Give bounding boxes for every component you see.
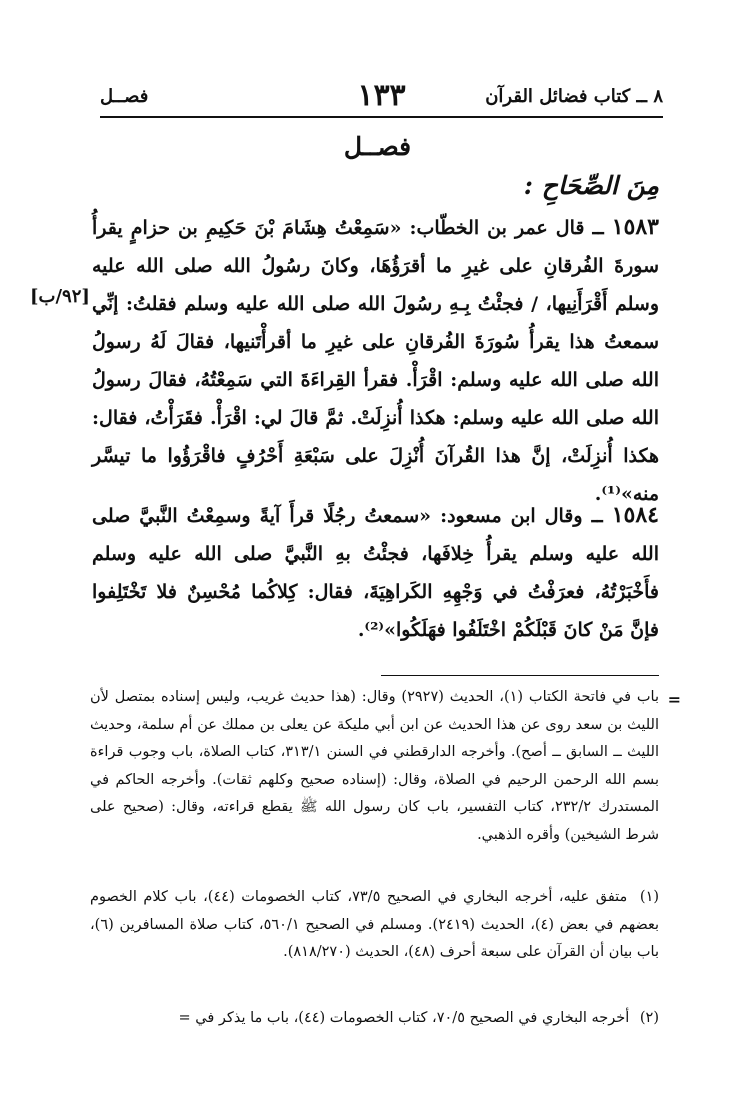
footnote-2 [90, 1005, 659, 1033]
footnote-continuation-mark: = [667, 690, 681, 709]
footnote-continuation [90, 684, 659, 849]
footnote-label: (١) [639, 889, 660, 905]
hadith-text: ــ وقال ابن مسعود: «سمعتُ رجُلًا قرأَ آيةً وسمِعْتُ النَّبيَّ صلى الله عليه وسلم يقرأُ خِلافَها، فجئْتُ بهِ النَّبيَّ صلى الله عليه وسلم فأَخْبَرْتُهُ، فعرَفْتُ في وَجْهِهِ الكَراهِيَةَ، فقال: كِلاكُما مُحْسِنٌ فلا تَخْتَلِفوا فإنَّ مَنْ كانَ قَبْلَكُمْ اخْتَلَفُوا فهَلَكُوا»⁽²⁾. [92, 505, 659, 641]
footnote-text: باب في فاتحة الكتاب (١)، الحديث (٢٩٢٧) وقال: (هذا حديث غريب، وليس إسناده بمتصل لأن الليث بن سعد روى عن هذا الحديث عن ابن أبي مليكة عن يعلى بن مملك عن أم سلمة، وحديث الليث ــ السابق ــ أصح). وأخرجه الدارقطني في السنن ٣١٣/١، كتاب الصلاة، باب وجوب قراءة بسم الله الرحمن الرحيم في الصلاة، وقال: (إسناده صحيح وكلهم ثقات). وأخرجه الحاكم في المستدرك ٢٣٢/٢، كتاب التفسير، باب كان رسول الله ﷺ يقطع قراءته، وقال: (صحيح على شرط الشيخين) وأقره الذهبي. [90, 689, 659, 843]
header-rule [100, 116, 663, 118]
running-header [100, 78, 663, 114]
footnote-label: (٢) [639, 1010, 659, 1026]
hadith-text: ــ قال عمر بن الخطّاب: «سَمِعْتُ هِشَامَ بْنَ حَكِيمِ بن حزامٍ يقرأُ سورةَ الفُرقانِ على غيرِ ما أقرَؤُهَا، وكانَ رسُولُ الله صلى الله عليه وسلم أَقْرَأَنِيها، / فجئْتُ بِـهِ رسُولَ الله صلى الله عليه وسلم فقلتُ: إنِّي سمعتُ هذا يقرأُ سُورَةَ الفُرقانِ على غيرِ ما أقرأْتَنيها، فقالَ لَهُ رسولُ الله صلى الله عليه وسلم: اقْرَأْ. فقرأ القِراءَةَ التي سَمِعْتُهُ، فقالَ رسولُ الله صلى الله عليه وسلم: هكذا أُنزِلَتْ. ثمَّ قالَ لي: اقْرَأْ. فقَرَأْتُ، فقال: هكذا أُنزِلَتْ، إنَّ هذا القُرآنَ أُنْزِلَ على سَبْعَةِ أَحْرُفٍ فاقْرَؤُوا ما تيسَّر منه»⁽¹⁾. [92, 217, 659, 505]
manuscript-folio-reference: [٩٢/ب] [30, 286, 90, 307]
footnote-separator [381, 675, 659, 676]
hadith-number: ١٥٨٣ [611, 214, 659, 240]
book-chapter-title: ٨ ــ كتاب فضائل القرآن [485, 86, 663, 107]
hadith-1583 [92, 208, 659, 513]
hadith-1584 [92, 496, 659, 649]
source-label: مِنَ الصِّحَاحِ : [523, 171, 659, 200]
footnote-1 [90, 884, 659, 967]
footnote-text: متفق عليه، أخرجه البخاري في الصحيح ٧٣/٥، كتاب الخصومات (٤٤)، باب كلام الخصوم بعضهم في بعض (٤)، الحديث (٢٤١٩). ومسلم في الصحيح ٥٦٠/١، كتاب صلاة المسافرين (٦)، باب بيان أن القرآن على سبعة أحرف (٤٨)، الحديث (٨١٨/٢٧٠). [90, 889, 659, 960]
page-number: ١٣٣ [357, 78, 406, 113]
section-heading: فصــل [343, 132, 412, 161]
header-section-label: فصــل [100, 86, 149, 107]
footnote-text: أخرجه البخاري في الصحيح ٧٠/٥، كتاب الخصومات (٤٤)، باب ما يذكر في = [178, 1010, 630, 1026]
hadith-number: ١٥٨٤ [611, 502, 659, 528]
